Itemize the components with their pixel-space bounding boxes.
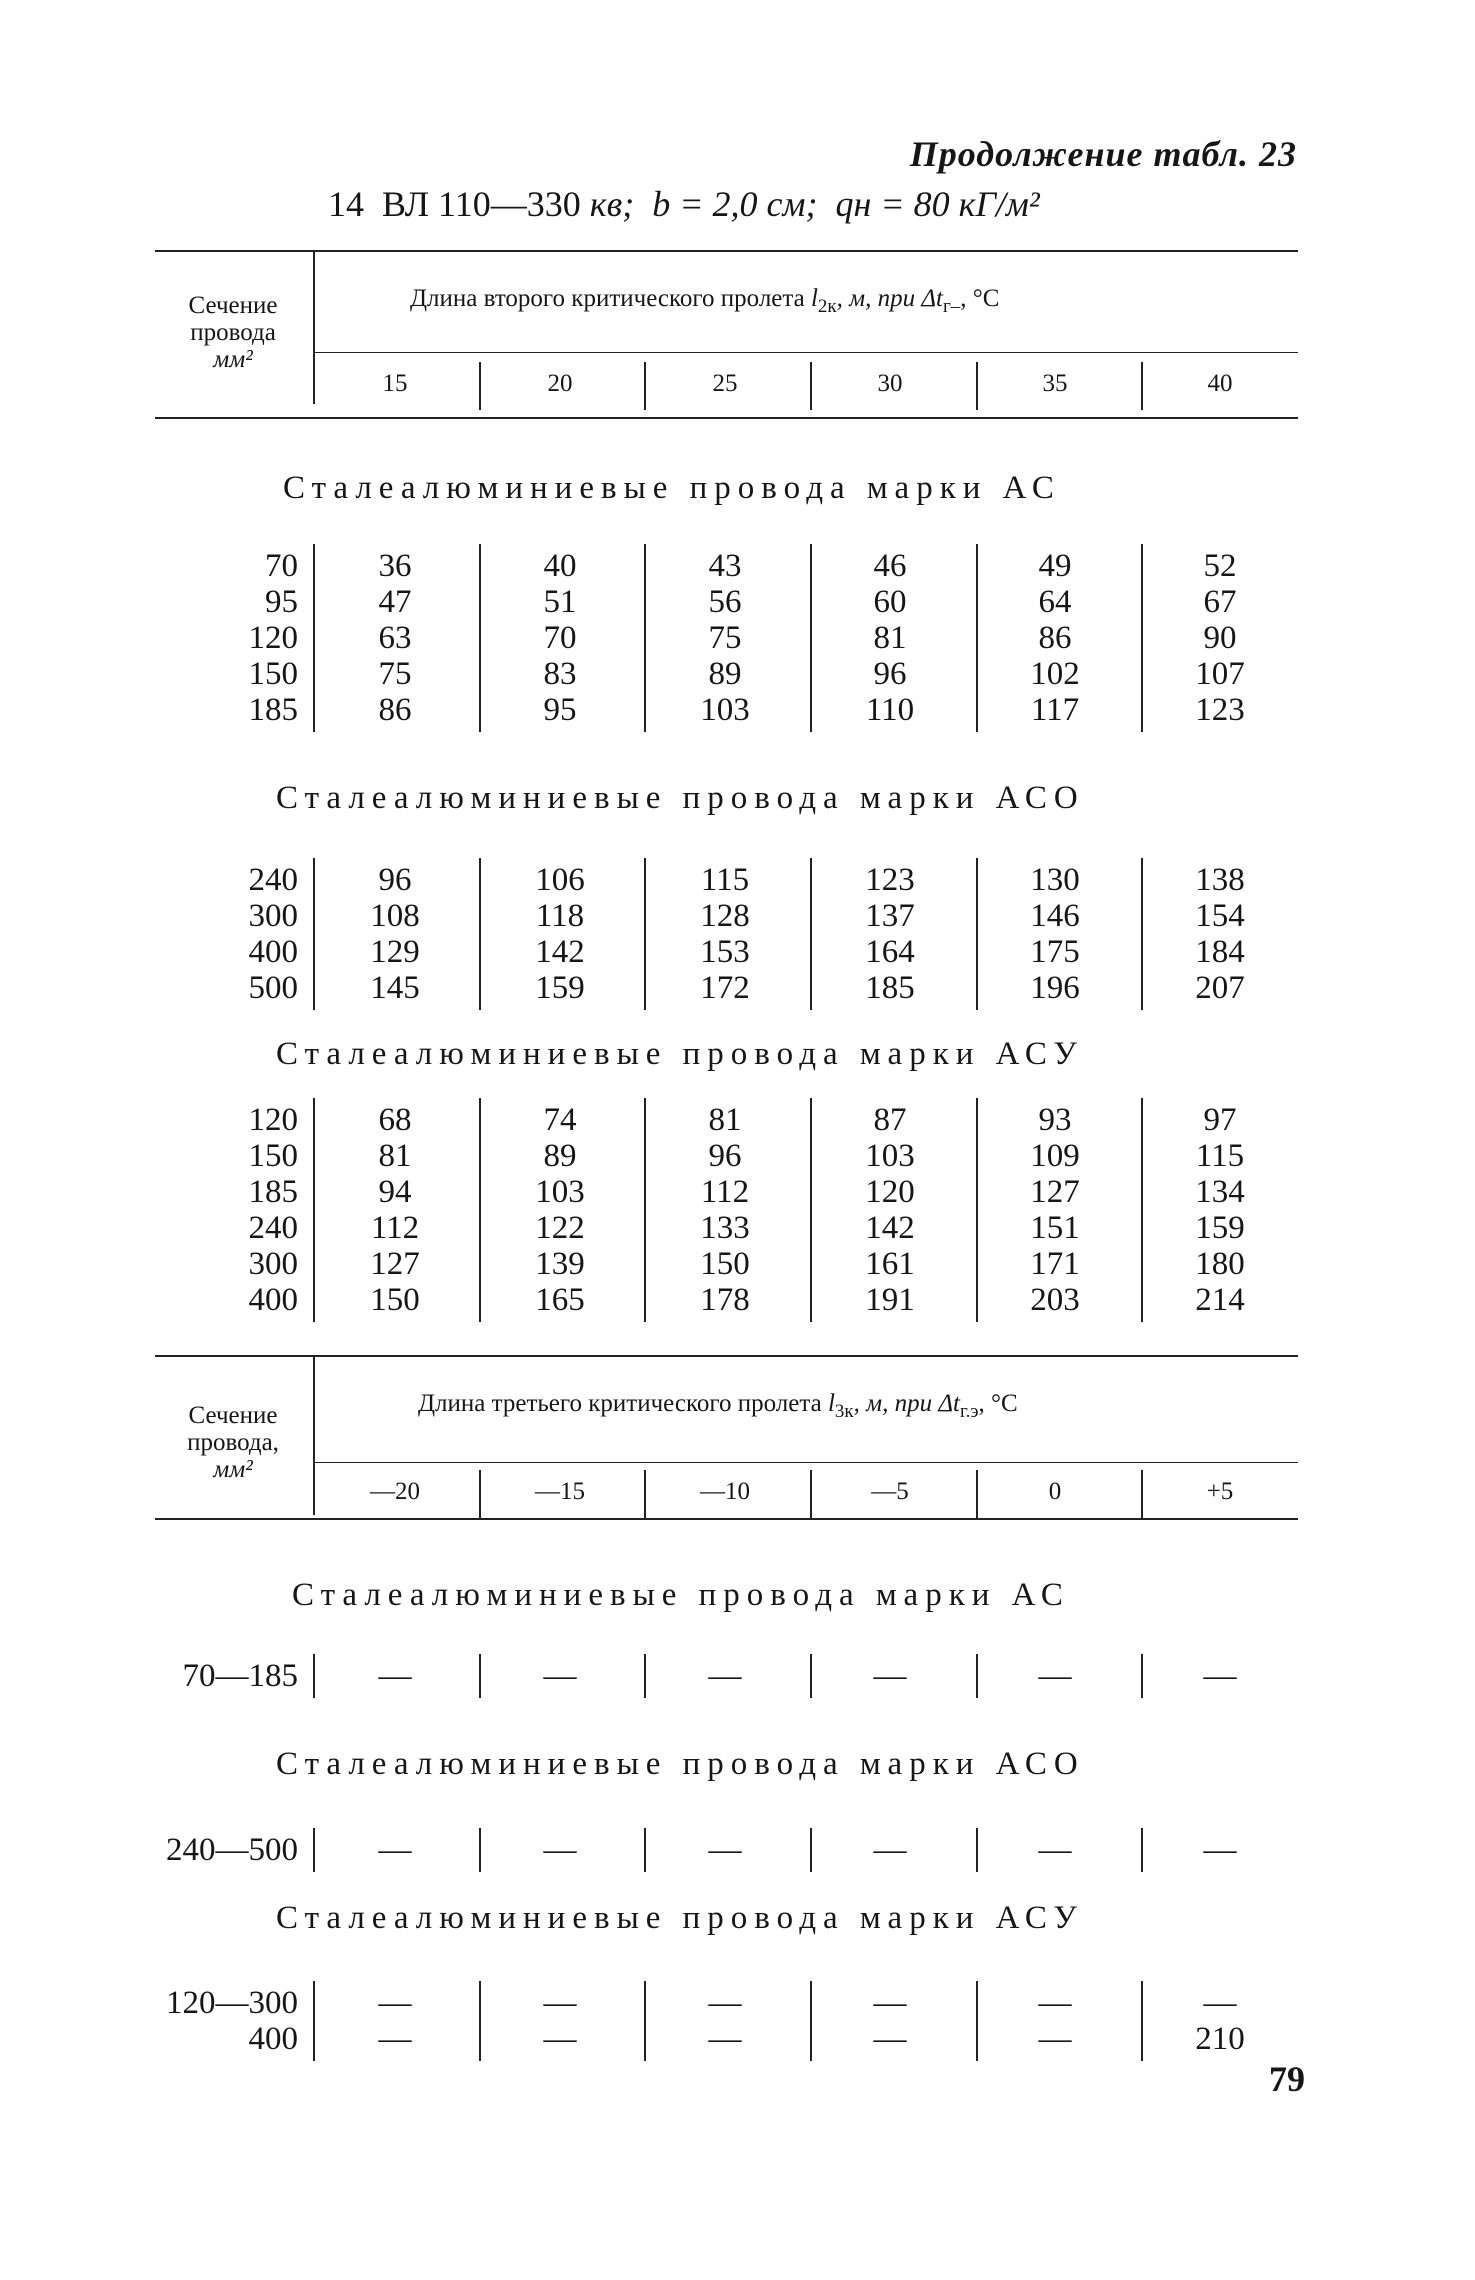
table-cell: 127 [1030,1174,1080,1210]
table-cell: — [708,1985,742,2021]
group-column-divider [313,544,315,732]
row-header-line: провода [190,319,276,346]
table-cell: 96 [873,656,907,692]
table-cell: 97 [1203,1102,1237,1138]
group-column-divider [810,544,812,732]
row-header-unit: мм² [213,346,253,373]
table2-column-header: +5 [1206,1478,1234,1505]
row-section-value: 70 [265,548,298,584]
group-title-acu-2: Сталеалюминиевые провода марки АСУ [276,1900,1084,1936]
row-section-value: 240 [248,1210,298,1246]
group-column-divider [644,1098,646,1322]
table-cell: 103 [535,1174,585,1210]
table-cell: 52 [1203,548,1237,584]
row-section-value: 300 [248,898,298,934]
table-cell: — [543,2021,577,2057]
group-column-divider [479,1098,481,1322]
group-column-divider [976,1654,978,1698]
table-cell: 49 [1038,548,1072,584]
group-column-divider [976,544,978,732]
table-cell: — [873,1985,907,2021]
table-cell: 64 [1038,584,1072,620]
table1-header-bottom-rule [155,417,1298,419]
table-cell: 159 [1195,1210,1245,1246]
table-cell: 46 [873,548,907,584]
group-column-divider [1141,1981,1143,2061]
table-cell: 102 [1030,656,1080,692]
subtitle-kv: кв; [589,184,635,224]
header-degree: , °С [960,285,1000,312]
table1-column-header: 15 [382,370,408,397]
table2-column-divider [479,1470,481,1518]
header-subscript: 3к [834,1401,854,1422]
group-column-divider [810,858,812,1010]
row-section-value: 120 [248,1102,298,1138]
group-column-divider [479,1981,481,2061]
table-cell: — [873,2021,907,2057]
group-column-divider [644,1654,646,1698]
row-header-line: провода, [187,1429,279,1456]
table-cell: 145 [370,970,420,1006]
table-cell: 129 [370,934,420,970]
table2-column-header: 0 [1048,1478,1062,1505]
group-column-divider [976,1828,978,1872]
header-delta: Δt [921,285,943,312]
table2-column-header: —20 [370,1478,420,1505]
table-cell: 171 [1030,1246,1080,1282]
header-symbol: l [810,285,818,312]
group-column-divider [644,1981,646,2061]
header-symbol: l [827,1390,835,1417]
row-section-value: 500 [248,970,298,1006]
table2-column-group-header [418,1390,1018,1423]
table-cell: 207 [1195,970,1245,1006]
row-section-value: 240—500 [166,1832,298,1868]
group-column-divider [313,1098,315,1322]
table2-row-header [158,1402,308,1483]
table-cell: 142 [535,934,585,970]
table-cell: 36 [378,548,412,584]
table1-column-header: 20 [547,370,573,397]
row-section-value: 185 [248,692,298,728]
continuation-label: Продолжение табл. 23 [909,134,1297,174]
group-column-divider [644,858,646,1010]
table2-column-header: —5 [871,1478,909,1505]
table-cell: 178 [700,1282,750,1318]
table-cell: 75 [378,656,412,692]
group-column-divider [644,1828,646,1872]
table-cell: 146 [1030,898,1080,934]
table-cell: 161 [865,1246,915,1282]
table-cell: 164 [865,934,915,970]
table-cell: 90 [1203,620,1237,656]
table-cell: — [1038,1985,1072,2021]
table-cell: 63 [378,620,412,656]
table-cell: 150 [700,1246,750,1282]
table-cell: 70 [543,620,577,656]
group-column-divider [810,1098,812,1322]
group-column-divider [313,858,315,1010]
group-title-ac-2: Сталеалюминиевые провода марки АС [292,1577,1070,1613]
table-cell: 133 [700,1210,750,1246]
table-cell: 138 [1195,862,1245,898]
table-cell: 68 [378,1102,412,1138]
table-cell: 89 [708,656,742,692]
table1-column-header: 40 [1207,370,1233,397]
header-unit: , м, при [853,1390,933,1417]
table-cell: 112 [700,1174,750,1210]
table-cell: 150 [370,1282,420,1318]
table-cell: 81 [708,1102,742,1138]
table2-top-rule [155,1355,1298,1357]
table-cell: — [378,2021,412,2057]
table-cell: — [378,1832,412,1868]
table-cell: 89 [543,1138,577,1174]
table1-column-divider [976,362,978,410]
row-section-value: 400 [248,1282,298,1318]
table-cell: 154 [1195,898,1245,934]
table-cell: 86 [1038,620,1072,656]
table-cell: — [378,1985,412,2021]
table-cell: 106 [535,862,585,898]
group-column-divider [479,1828,481,1872]
table-cell: 203 [1030,1282,1080,1318]
table-cell: 151 [1030,1210,1080,1246]
row-section-value: 240 [248,862,298,898]
table2-header-divider [313,1357,315,1515]
table1-column-header: 25 [712,370,738,397]
table-cell: — [1203,1832,1237,1868]
table1-column-divider [1141,362,1143,410]
table-cell: — [708,1832,742,1868]
table-cell: — [543,1658,577,1694]
table1-header-divider [313,252,315,404]
row-section-value: 150 [248,1138,298,1174]
table-cell: 108 [370,898,420,934]
table-cell: 185 [865,970,915,1006]
group-column-divider [1141,858,1143,1010]
table1-column-divider [479,362,481,410]
header-delta-subscript: г.э [959,1401,979,1422]
table-cell: 47 [378,584,412,620]
group-column-divider [976,1098,978,1322]
group-column-divider [313,1981,315,2061]
table-cell: — [1203,1658,1237,1694]
table1-column-header: 35 [1042,370,1068,397]
row-section-value: 150 [248,656,298,692]
table-cell: — [1038,1832,1072,1868]
table-cell: 43 [708,548,742,584]
table-cell: 67 [1203,584,1237,620]
table-cell: 123 [865,862,915,898]
table-cell: 175 [1030,934,1080,970]
row-section-value: 95 [265,584,298,620]
table-cell: 75 [708,620,742,656]
group-column-divider [644,544,646,732]
group-title-aco-2: Сталеалюминиевые провода марки АСО [276,1746,1085,1782]
table1-top-rule [155,250,1298,252]
group-column-divider [1141,544,1143,732]
group-column-divider [810,1654,812,1698]
table-cell: 128 [700,898,750,934]
table-cell: 96 [378,862,412,898]
table-cell: 118 [535,898,585,934]
table-cell: 172 [700,970,750,1006]
group-column-divider [313,1828,315,1872]
table-cell: 130 [1030,862,1080,898]
table-cell: 120 [865,1174,915,1210]
table-cell: 87 [873,1102,907,1138]
group-title-ac: Сталеалюминиевые провода марки АС [283,470,1061,506]
row-header-line: Сечение [188,292,278,319]
table-cell: 103 [700,692,750,728]
table-cell: 83 [543,656,577,692]
table2-column-divider [810,1470,812,1518]
group-column-divider [313,1654,315,1698]
row-section-value: 120—300 [166,1985,298,2021]
table-cell: 95 [543,692,577,728]
table-cell: — [708,1658,742,1694]
subtitle-unit: кГ/м² [958,184,1040,224]
subtitle-q: qн = 80 [835,184,950,224]
table-cell: 86 [378,692,412,728]
table2-column-header: —10 [700,1478,750,1505]
header-subscript: 2к [817,296,837,317]
group-column-divider [479,1654,481,1698]
header-delta: Δt [938,1390,960,1417]
table-cell: — [708,2021,742,2057]
table-cell: 94 [378,1174,412,1210]
group-column-divider [976,1981,978,2061]
table2-column-divider [976,1470,978,1518]
row-section-value: 70—185 [182,1658,298,1694]
page-number: 79 [1269,2059,1305,2099]
table-cell: 51 [543,584,577,620]
subtitle-sm: см; [766,184,818,224]
table-cell: 214 [1195,1282,1245,1318]
group-column-divider [1141,1098,1143,1322]
table-cell: 103 [865,1138,915,1174]
table-cell: 122 [535,1210,585,1246]
table1-column-divider [644,362,646,410]
group-column-divider [810,1828,812,1872]
table-cell: 40 [543,548,577,584]
row-section-value: 400 [248,2021,298,2057]
row-section-value: 185 [248,1174,298,1210]
group-column-divider [1141,1828,1143,1872]
group-column-divider [479,544,481,732]
table-cell: 81 [873,620,907,656]
header-text: Длина второго критического пролета [410,285,805,312]
table-cell: 115 [1195,1138,1245,1174]
table-cell: 117 [1030,692,1080,728]
header-delta-subscript: г– [943,296,961,317]
row-header-unit: мм² [213,1456,253,1483]
table-cell: — [873,1658,907,1694]
table-cell: — [378,1658,412,1694]
table-cell: 127 [370,1246,420,1282]
table-cell: 210 [1195,2021,1245,2057]
table-cell: — [873,1832,907,1868]
subtitle-number: 14 [328,184,364,224]
subtitle-line: ВЛ 110—330 [382,184,581,224]
row-section-value: 400 [248,934,298,970]
header-text: Длина третьего критического пролета [418,1390,822,1417]
table-cell: — [543,1832,577,1868]
table-cell: 115 [700,862,750,898]
table-cell: 153 [700,934,750,970]
header-degree: , °С [978,1390,1018,1417]
group-title-acu: Сталеалюминиевые провода марки АСУ [276,1036,1084,1072]
table-cell: 191 [865,1282,915,1318]
table-cell: 60 [873,584,907,620]
table2-column-header: —15 [535,1478,585,1505]
row-section-value: 300 [248,1246,298,1282]
table-cell: 184 [1195,934,1245,970]
table2-header-bottom-rule [155,1518,1298,1520]
table-cell: 134 [1195,1174,1245,1210]
header-unit: , м, при [836,285,916,312]
group-column-divider [1141,1654,1143,1698]
table-cell: 180 [1195,1246,1245,1282]
table-cell: 81 [378,1138,412,1174]
table-cell: 74 [543,1102,577,1138]
table-cell: 109 [1030,1138,1080,1174]
table1-row-header [158,292,308,373]
group-column-divider [810,1981,812,2061]
table-cell: 110 [865,692,915,728]
group-column-divider [479,858,481,1010]
table-cell: 159 [535,970,585,1006]
table-cell: — [543,1985,577,2021]
table-subtitle [328,183,1040,225]
table-cell: — [1038,2021,1072,2057]
row-section-value: 120 [248,620,298,656]
table1-header-mid-rule [315,352,1298,353]
table2-header-mid-rule [315,1462,1298,1463]
group-title-aco: Сталеалюминиевые провода марки АСО [276,780,1085,816]
table-cell: 123 [1195,692,1245,728]
group-column-divider [976,858,978,1010]
table-cell: — [1038,1658,1072,1694]
table-cell: — [1203,1985,1237,2021]
table1-column-divider [810,362,812,410]
table-cell: 112 [370,1210,420,1246]
table-cell: 137 [865,898,915,934]
table-cell: 96 [708,1138,742,1174]
table2-column-divider [1141,1470,1143,1518]
table1-column-group-header [410,285,999,318]
table-cell: 142 [865,1210,915,1246]
table1-column-header: 30 [877,370,903,397]
table-cell: 107 [1195,656,1245,692]
table-cell: 139 [535,1246,585,1282]
row-header-line: Сечение [188,1402,278,1429]
table2-column-divider [644,1470,646,1518]
table-cell: 196 [1030,970,1080,1006]
subtitle-b: b = 2,0 [652,184,758,224]
table-cell: 56 [708,584,742,620]
table-cell: 165 [535,1282,585,1318]
table-cell: 93 [1038,1102,1072,1138]
